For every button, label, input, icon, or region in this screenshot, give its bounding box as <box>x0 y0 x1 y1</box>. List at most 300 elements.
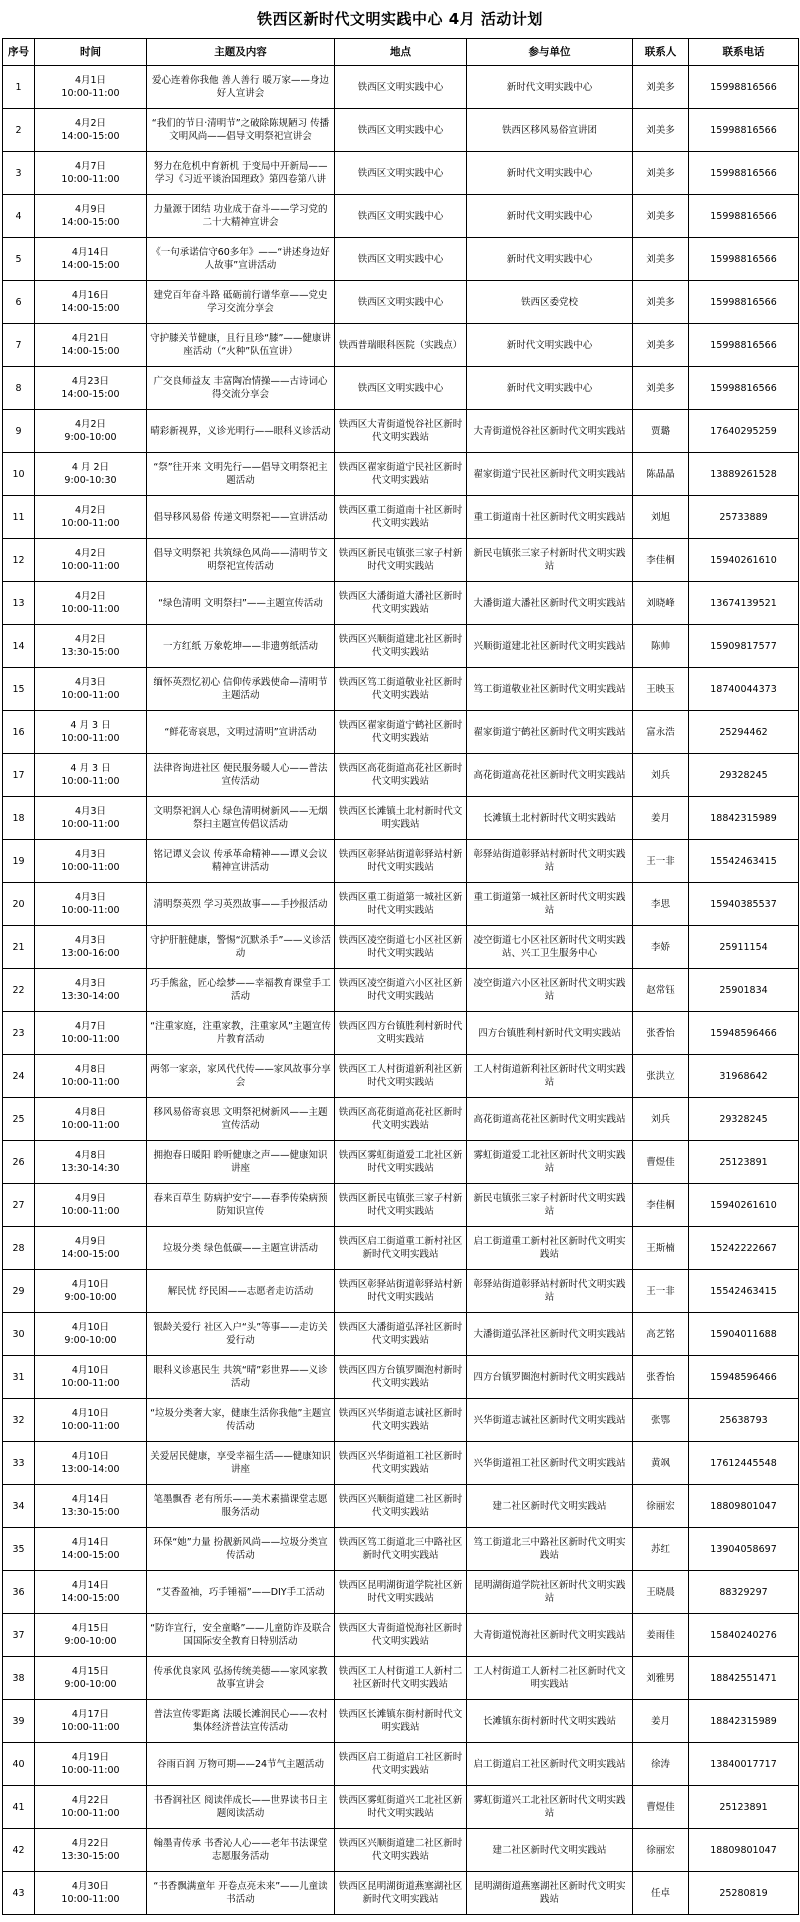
cell-participant: 兴华街道志诚社区新时代文明实践站 <box>467 1399 633 1442</box>
cell-theme: 两邻一家亲，家风代代传——家风故事分享会 <box>147 1055 335 1098</box>
cell-time: 4月3日 10:00-11:00 <box>35 668 147 711</box>
cell-contact: 李娇 <box>633 926 689 969</box>
cell-index: 2 <box>3 109 35 152</box>
cell-location: 铁西区凌空街道六小区社区新时代文明实践站 <box>335 969 467 1012</box>
header-theme: 主题及内容 <box>147 39 335 66</box>
cell-contact: 刘美多 <box>633 367 689 410</box>
cell-contact: 陈帅 <box>633 625 689 668</box>
cell-contact: 徐丽宏 <box>633 1485 689 1528</box>
cell-time: 4月3日 13:30-14:00 <box>35 969 147 1012</box>
cell-location: 铁西区兴顺街道建二社区新时代文明实践站 <box>335 1829 467 1872</box>
cell-phone: 15542463415 <box>689 840 799 883</box>
cell-contact: 李佳桐 <box>633 1184 689 1227</box>
cell-participant: 翟家街道宁民社区新时代文明实践站 <box>467 453 633 496</box>
cell-phone: 15904011688 <box>689 1313 799 1356</box>
cell-index: 32 <box>3 1399 35 1442</box>
cell-phone: 18740044373 <box>689 668 799 711</box>
cell-location: 铁西区文明实践中心 <box>335 238 467 281</box>
cell-time: 4月2日 10:00-11:00 <box>35 496 147 539</box>
cell-location: 铁西区高花街道高花社区新时代文明实践站 <box>335 754 467 797</box>
cell-theme: “书香飘满童年 开卷点亮未来”——儿童读书活动 <box>147 1872 335 1915</box>
cell-index: 10 <box>3 453 35 496</box>
cell-time: 4月22日 13:30-15:00 <box>35 1829 147 1872</box>
cell-location: 铁西区工人村街道新利社区新时代文明实践站 <box>335 1055 467 1098</box>
table-row <box>3 195 799 238</box>
cell-phone: 25733889 <box>689 496 799 539</box>
cell-theme: 文明祭祀润人心 绿色清明树新风——无烟祭扫主题宣传倡议活动 <box>147 797 335 840</box>
cell-phone: 15998816566 <box>689 109 799 152</box>
table-row <box>3 1614 799 1657</box>
cell-time: 4月15日 9:00-10:00 <box>35 1657 147 1700</box>
cell-contact: 张洪立 <box>633 1055 689 1098</box>
cell-time: 4月9日 14:00-15:00 <box>35 1227 147 1270</box>
cell-contact: 陈晶晶 <box>633 453 689 496</box>
cell-index: 30 <box>3 1313 35 1356</box>
cell-theme: 守护膝关节健康，且行且珍“膝”——健康讲座活动（“火种”队伍宣讲） <box>147 324 335 367</box>
cell-theme: 银龄关爱行 社区入户“头”等事——走访关爱行动 <box>147 1313 335 1356</box>
cell-contact: 刘兵 <box>633 1098 689 1141</box>
cell-participant: 重工街道南十社区新时代文明实践站 <box>467 496 633 539</box>
cell-index: 3 <box>3 152 35 195</box>
cell-participant: 启工街道启工社区新时代文明实践站 <box>467 1743 633 1786</box>
cell-time: 4月3日 10:00-11:00 <box>35 840 147 883</box>
cell-theme: 倡导移风易俗 传递文明祭祀——宣讲活动 <box>147 496 335 539</box>
cell-index: 31 <box>3 1356 35 1399</box>
cell-participant: 彰驿站街道彰驿站村新时代文明实践站 <box>467 840 633 883</box>
cell-location: 铁西区昆明湖街道燕塞湖社区新时代文明实践站 <box>335 1872 467 1915</box>
cell-participant: 高花街道高花社区新时代文明实践站 <box>467 1098 633 1141</box>
cell-phone: 25280819 <box>689 1872 799 1915</box>
header-location: 地点 <box>335 39 467 66</box>
cell-theme: 拥抱春日暖阳 聆听健康之声——健康知识讲座 <box>147 1141 335 1184</box>
cell-time: 4月9日 14:00-15:00 <box>35 195 147 238</box>
cell-time: 4月19日 10:00-11:00 <box>35 1743 147 1786</box>
cell-location: 铁西区启工街道启工社区新时代文明实践站 <box>335 1743 467 1786</box>
cell-time: 4月2日 13:30-15:00 <box>35 625 147 668</box>
cell-time: 4月23日 14:00-15:00 <box>35 367 147 410</box>
cell-contact: 刘美多 <box>633 238 689 281</box>
cell-theme: 笔墨飘香 老有所乐——美术素描课堂志愿服务活动 <box>147 1485 335 1528</box>
table-row <box>3 711 799 754</box>
cell-index: 34 <box>3 1485 35 1528</box>
table-row <box>3 1485 799 1528</box>
cell-theme: 力量源于团结 功业成于奋斗——学习党的二十大精神宣讲会 <box>147 195 335 238</box>
cell-theme: 传承优良家风 弘扬传统美德——家风家教故事宣讲会 <box>147 1657 335 1700</box>
cell-theme: “垃圾分类奢大家，健康生活你我他”主题宣传活动 <box>147 1399 335 1442</box>
cell-theme: “我们的节日·清明节”之破除陈规陋习 传播文明风尚——倡导文明祭祀宣讲会 <box>147 109 335 152</box>
cell-phone: 25911154 <box>689 926 799 969</box>
cell-phone: 31968642 <box>689 1055 799 1098</box>
cell-contact: 任卓 <box>633 1872 689 1915</box>
cell-theme: 移风易俗寄哀思 文明祭祀树新风——主题宣传活动 <box>147 1098 335 1141</box>
cell-theme: “注重家庭，注重家教，注重家风”主题宣传片教育活动 <box>147 1012 335 1055</box>
table-row <box>3 1829 799 1872</box>
cell-phone: 13674139521 <box>689 582 799 625</box>
cell-index: 35 <box>3 1528 35 1571</box>
cell-participant: 大青街道悦谷社区新时代文明实践站 <box>467 410 633 453</box>
cell-index: 42 <box>3 1829 35 1872</box>
cell-phone: 15998816566 <box>689 195 799 238</box>
table-row <box>3 668 799 711</box>
cell-phone: 15542463415 <box>689 1270 799 1313</box>
cell-phone: 13889261528 <box>689 453 799 496</box>
cell-contact: 刘美多 <box>633 324 689 367</box>
cell-participant: 雾虹街道兴工北社区新时代文明实践站 <box>467 1786 633 1829</box>
cell-contact: 富永浩 <box>633 711 689 754</box>
cell-phone: 18842551471 <box>689 1657 799 1700</box>
cell-participant: 凌空街道六小区社区新时代文明实践站 <box>467 969 633 1012</box>
cell-phone: 25901834 <box>689 969 799 1012</box>
cell-theme: 翰墨青传承 书香沁人心——老年书法课堂志愿服务活动 <box>147 1829 335 1872</box>
cell-participant: 新民屯镇张三家子村新时代文明实践站 <box>467 539 633 582</box>
cell-index: 40 <box>3 1743 35 1786</box>
cell-index: 29 <box>3 1270 35 1313</box>
cell-participant: 兴华街道祖工社区新时代文明实践站 <box>467 1442 633 1485</box>
cell-index: 13 <box>3 582 35 625</box>
table-row <box>3 883 799 926</box>
cell-theme: “艾香盈袖，巧手锤福”——DIY手工活动 <box>147 1571 335 1614</box>
cell-location: 铁西区笃工街道敬业社区新时代文明实践站 <box>335 668 467 711</box>
cell-phone: 15998816566 <box>689 238 799 281</box>
cell-participant: 大潘街道弘泽社区新时代文明实践站 <box>467 1313 633 1356</box>
table-row <box>3 1872 799 1915</box>
cell-time: 4月8日 10:00-11:00 <box>35 1055 147 1098</box>
cell-participant: 新时代文明实践中心 <box>467 66 633 109</box>
table-row <box>3 1012 799 1055</box>
cell-time: 4月10日 9:00-10:00 <box>35 1270 147 1313</box>
cell-theme: 垃圾分类 绿色低碳——主题宣讲活动 <box>147 1227 335 1270</box>
table-row <box>3 1141 799 1184</box>
table-row <box>3 1528 799 1571</box>
cell-index: 11 <box>3 496 35 539</box>
cell-theme: 法律咨询进社区 便民服务暖人心——普法宣传活动 <box>147 754 335 797</box>
cell-index: 7 <box>3 324 35 367</box>
cell-contact: 刘美多 <box>633 281 689 324</box>
cell-location: 铁西区笃工街道北三中路社区新时代文明实践站 <box>335 1528 467 1571</box>
cell-index: 20 <box>3 883 35 926</box>
cell-time: 4月3日 13:00-16:00 <box>35 926 147 969</box>
cell-index: 12 <box>3 539 35 582</box>
table-row <box>3 1055 799 1098</box>
cell-theme: 建党百年奋斗路 砥砺前行谱华章——党史学习交流分享会 <box>147 281 335 324</box>
cell-theme: 广交良师益友 丰富陶冶情操——古诗词心得交流分享会 <box>147 367 335 410</box>
cell-location: 铁西区大潘街道弘泽社区新时代文明实践站 <box>335 1313 467 1356</box>
cell-participant: 新时代文明实践中心 <box>467 367 633 410</box>
cell-location: 铁西区文明实践中心 <box>335 195 467 238</box>
cell-theme: 环保“她”力量 扮靓新风尚——垃圾分类宣传活动 <box>147 1528 335 1571</box>
cell-theme: “防诈宣行，安全童略”——儿童防诈及联合国国际安全教育日特别活动 <box>147 1614 335 1657</box>
cell-location: 铁西区文明实践中心 <box>335 152 467 195</box>
table-row <box>3 754 799 797</box>
cell-time: 4月17日 10:00-11:00 <box>35 1700 147 1743</box>
cell-contact: 刘兵 <box>633 754 689 797</box>
cell-time: 4月14日 13:30-15:00 <box>35 1485 147 1528</box>
cell-contact: 赵常钰 <box>633 969 689 1012</box>
cell-contact: 曹煜佳 <box>633 1141 689 1184</box>
table-row <box>3 1743 799 1786</box>
cell-time: 4月30日 10:00-11:00 <box>35 1872 147 1915</box>
table-row <box>3 797 799 840</box>
cell-index: 28 <box>3 1227 35 1270</box>
cell-participant: 长滩镇土北村新时代文明实践站 <box>467 797 633 840</box>
header-time: 时间 <box>35 39 147 66</box>
cell-time: 4月7日 10:00-11:00 <box>35 152 147 195</box>
cell-contact: 苏红 <box>633 1528 689 1571</box>
cell-index: 39 <box>3 1700 35 1743</box>
cell-time: 4月7日 10:00-11:00 <box>35 1012 147 1055</box>
cell-contact: 徐涛 <box>633 1743 689 1786</box>
cell-index: 8 <box>3 367 35 410</box>
cell-theme: “绿色清明 文明祭扫”——主题宣传活动 <box>147 582 335 625</box>
header-participant: 参与单位 <box>467 39 633 66</box>
cell-phone: 15940261610 <box>689 539 799 582</box>
cell-contact: 刘雅男 <box>633 1657 689 1700</box>
cell-participant: 昆明湖街道学院社区新时代文明实践站 <box>467 1571 633 1614</box>
cell-location: 铁西区雾虹街道兴工北社区新时代文明实践站 <box>335 1786 467 1829</box>
cell-participant: 雾虹街道爱工北社区新时代文明实践站 <box>467 1141 633 1184</box>
cell-location: 铁西区翟家街道宁鹤社区新时代文明实践站 <box>335 711 467 754</box>
table-row <box>3 969 799 1012</box>
cell-index: 36 <box>3 1571 35 1614</box>
cell-contact: 张香怡 <box>633 1356 689 1399</box>
cell-contact: 姜月 <box>633 797 689 840</box>
cell-theme: 关爱居民健康，享受幸福生活——健康知识讲座 <box>147 1442 335 1485</box>
cell-contact: 贾璐 <box>633 410 689 453</box>
cell-location: 铁西区文明实践中心 <box>335 281 467 324</box>
cell-index: 4 <box>3 195 35 238</box>
cell-location: 铁西区兴华街道祖工社区新时代文明实践站 <box>335 1442 467 1485</box>
table-row <box>3 582 799 625</box>
table-row <box>3 281 799 324</box>
cell-contact: 姜月 <box>633 1700 689 1743</box>
cell-index: 38 <box>3 1657 35 1700</box>
cell-participant: 长滩镇东街村新时代文明实践站 <box>467 1700 633 1743</box>
cell-phone: 25123891 <box>689 1786 799 1829</box>
cell-phone: 18809801047 <box>689 1829 799 1872</box>
cell-contact: 高艺铭 <box>633 1313 689 1356</box>
cell-time: 4月8日 10:00-11:00 <box>35 1098 147 1141</box>
cell-index: 5 <box>3 238 35 281</box>
cell-time: 4月2日 9:00-10:00 <box>35 410 147 453</box>
cell-phone: 15948596466 <box>689 1012 799 1055</box>
page-title: 铁西区新时代文明实践中心 4月 活动计划 <box>257 10 543 28</box>
cell-participant: 昆明湖街道燕塞湖社区新时代文明实践站 <box>467 1872 633 1915</box>
cell-index: 19 <box>3 840 35 883</box>
cell-participant: 新民屯镇张三家子村新时代文明实践站 <box>467 1184 633 1227</box>
cell-contact: 王斯楠 <box>633 1227 689 1270</box>
cell-participant: 四方台镇罗圈泡村新时代文明实践站 <box>467 1356 633 1399</box>
table-row <box>3 625 799 668</box>
cell-location: 铁西区文明实践中心 <box>335 109 467 152</box>
cell-index: 43 <box>3 1872 35 1915</box>
cell-location: 铁西区雾虹街道爱工北社区新时代文明实践站 <box>335 1141 467 1184</box>
table-row <box>3 367 799 410</box>
cell-index: 14 <box>3 625 35 668</box>
cell-phone: 17640295259 <box>689 410 799 453</box>
header-index: 序号 <box>3 39 35 66</box>
cell-contact: 刘美多 <box>633 152 689 195</box>
cell-participant: 新时代文明实践中心 <box>467 324 633 367</box>
cell-phone: 18842315989 <box>689 1700 799 1743</box>
cell-theme: 解民忧 纾民困——志愿者走访活动 <box>147 1270 335 1313</box>
cell-contact: 王晓晨 <box>633 1571 689 1614</box>
cell-time: 4月1日 10:00-11:00 <box>35 66 147 109</box>
table-row <box>3 496 799 539</box>
cell-theme: 铭记谭义会议 传承革命精神——谭义会议精神宣讲活动 <box>147 840 335 883</box>
cell-phone: 25123891 <box>689 1141 799 1184</box>
cell-phone: 18842315989 <box>689 797 799 840</box>
table-row <box>3 324 799 367</box>
cell-participant: 工人村街道新利社区新时代文明实践站 <box>467 1055 633 1098</box>
cell-index: 23 <box>3 1012 35 1055</box>
cell-index: 22 <box>3 969 35 1012</box>
cell-phone: 17612445548 <box>689 1442 799 1485</box>
cell-participant: 翟家街道宁鹤社区新时代文明实践站 <box>467 711 633 754</box>
cell-time: 4月2日 14:00-15:00 <box>35 109 147 152</box>
cell-location: 铁西区新民屯镇张三家子村新时代文明实践站 <box>335 539 467 582</box>
table-row <box>3 926 799 969</box>
cell-theme: “祭”往开来 文明先行——倡导文明祭祀主题活动 <box>147 453 335 496</box>
cell-phone: 88329297 <box>689 1571 799 1614</box>
table-row <box>3 1700 799 1743</box>
cell-location: 铁西区长滩镇东街村新时代文明实践站 <box>335 1700 467 1743</box>
cell-phone: 13840017717 <box>689 1743 799 1786</box>
cell-index: 41 <box>3 1786 35 1829</box>
cell-location: 铁西区凌空街道七小区社区新时代文明实践站 <box>335 926 467 969</box>
cell-location: 铁西区昆明湖街道学院社区新时代文明实践站 <box>335 1571 467 1614</box>
table-row <box>3 1657 799 1700</box>
cell-contact: 刘美多 <box>633 109 689 152</box>
cell-time: 4月2日 10:00-11:00 <box>35 582 147 625</box>
cell-location: 铁西区文明实践中心 <box>335 367 467 410</box>
cell-phone: 15948596466 <box>689 1356 799 1399</box>
cell-location: 铁西区翟家街道宁民社区新时代文明实践站 <box>335 453 467 496</box>
cell-theme: 普法宣传零距离 法暖长滩润民心——农村集体经济普法宣传活动 <box>147 1700 335 1743</box>
cell-phone: 15998816566 <box>689 324 799 367</box>
table-body <box>3 66 799 1915</box>
cell-location: 铁西区新民屯镇张三家子村新时代文明实践站 <box>335 1184 467 1227</box>
cell-index: 25 <box>3 1098 35 1141</box>
cell-phone: 15909817577 <box>689 625 799 668</box>
cell-location: 铁西区四方台镇胜利村新时代文明实践站 <box>335 1012 467 1055</box>
cell-phone: 29328245 <box>689 754 799 797</box>
table-row <box>3 410 799 453</box>
cell-time: 4月16日 14:00-15:00 <box>35 281 147 324</box>
cell-phone: 15940261610 <box>689 1184 799 1227</box>
cell-participant: 笃工街道敬业社区新时代文明实践站 <box>467 668 633 711</box>
cell-index: 15 <box>3 668 35 711</box>
cell-index: 27 <box>3 1184 35 1227</box>
cell-time: 4月10日 9:00-10:00 <box>35 1313 147 1356</box>
cell-participant: 凌空街道七小区社区新时代文明实践站、兴工卫生服务中心 <box>467 926 633 969</box>
cell-participant: 笃工街道北三中路社区新时代文明实践站 <box>467 1528 633 1571</box>
cell-theme: 守护肝脏健康，警惕“沉默杀手”——义诊活动 <box>147 926 335 969</box>
table-row <box>3 238 799 281</box>
cell-index: 33 <box>3 1442 35 1485</box>
table-header-row <box>3 39 799 66</box>
cell-participant: 新时代文明实践中心 <box>467 152 633 195</box>
table-row <box>3 840 799 883</box>
cell-index: 6 <box>3 281 35 324</box>
cell-theme: 谷雨百润 万物可期——24节气主题活动 <box>147 1743 335 1786</box>
cell-location: 铁西区大潘街道大潘社区新时代文明实践站 <box>335 582 467 625</box>
cell-participant: 高花街道高花社区新时代文明实践站 <box>467 754 633 797</box>
cell-theme: 晴彩新视界，义诊光明行——眼科义诊活动 <box>147 410 335 453</box>
cell-time: 4 月 3 日 10:00-11:00 <box>35 754 147 797</box>
table-row <box>3 1399 799 1442</box>
cell-contact: 姜雨佳 <box>633 1614 689 1657</box>
cell-participant: 四方台镇胜利村新时代文明实践站 <box>467 1012 633 1055</box>
cell-theme: 倡导文明祭祀 共筑绿色风尚——清明节文明祭祀宣传活动 <box>147 539 335 582</box>
cell-index: 37 <box>3 1614 35 1657</box>
cell-contact: 王一非 <box>633 1270 689 1313</box>
cell-time: 4月3日 10:00-11:00 <box>35 883 147 926</box>
table-row <box>3 152 799 195</box>
cell-location: 铁西区重工街道第一城社区新时代文明实践站 <box>335 883 467 926</box>
cell-time: 4月14日 14:00-15:00 <box>35 1571 147 1614</box>
table-row <box>3 539 799 582</box>
cell-participant: 工人村街道工人新村二社区新时代文明实践站 <box>467 1657 633 1700</box>
cell-phone: 15940385537 <box>689 883 799 926</box>
cell-location: 铁西区文明实践中心 <box>335 66 467 109</box>
cell-contact: 徐丽宏 <box>633 1829 689 1872</box>
cell-theme: 书香润社区 阅读伴成长——世界读书日主题阅读活动 <box>147 1786 335 1829</box>
table-row <box>3 1356 799 1399</box>
cell-time: 4 月 2日 9:00-10:30 <box>35 453 147 496</box>
cell-contact: 李佳桐 <box>633 539 689 582</box>
cell-theme: 巧手熊盆，匠心绘梦——幸福教育课堂手工活动 <box>147 969 335 1012</box>
cell-location: 铁西区兴顺街道建二社区新时代文明实践站 <box>335 1485 467 1528</box>
table-row <box>3 1442 799 1485</box>
cell-theme: 一方红纸 万象乾坤——非遗剪纸活动 <box>147 625 335 668</box>
cell-participant: 铁西区移风易俗宣讲团 <box>467 109 633 152</box>
cell-theme: “鲜花寄哀思，文明过清明”宣讲活动 <box>147 711 335 754</box>
cell-contact: 李思 <box>633 883 689 926</box>
cell-time: 4月3日 10:00-11:00 <box>35 797 147 840</box>
cell-contact: 刘旭 <box>633 496 689 539</box>
cell-contact: 曹煜佳 <box>633 1786 689 1829</box>
cell-time: 4月8日 13:30-14:30 <box>35 1141 147 1184</box>
cell-phone: 15998816566 <box>689 66 799 109</box>
cell-time: 4月21日 14:00-15:00 <box>35 324 147 367</box>
cell-phone: 18809801047 <box>689 1485 799 1528</box>
cell-location: 铁西区工人村街道工人新村二社区新时代文明实践站 <box>335 1657 467 1700</box>
cell-phone: 15998816566 <box>689 281 799 324</box>
cell-location: 铁西区重工街道南十社区新时代文明实践站 <box>335 496 467 539</box>
cell-participant: 新时代文明实践中心 <box>467 195 633 238</box>
table-row <box>3 1313 799 1356</box>
table-row <box>3 453 799 496</box>
cell-contact: 刘晓峰 <box>633 582 689 625</box>
cell-index: 21 <box>3 926 35 969</box>
cell-phone: 15998816566 <box>689 367 799 410</box>
cell-time: 4月22日 10:00-11:00 <box>35 1786 147 1829</box>
cell-time: 4月15日 9:00-10:00 <box>35 1614 147 1657</box>
cell-location: 铁西区长滩镇土北村新时代文明实践站 <box>335 797 467 840</box>
table-row <box>3 1786 799 1829</box>
cell-contact: 张鄂 <box>633 1399 689 1442</box>
cell-index: 24 <box>3 1055 35 1098</box>
cell-phone: 25294462 <box>689 711 799 754</box>
cell-location: 铁西区彰驿站街道彰驿站村新时代文明实践站 <box>335 840 467 883</box>
cell-phone: 13904058697 <box>689 1528 799 1571</box>
cell-location: 铁西区大青街道悦海社区新时代文明实践站 <box>335 1614 467 1657</box>
cell-participant: 大潘街道大潘社区新时代文明实践站 <box>467 582 633 625</box>
cell-theme: 《一句承诺信守60多年》——“讲述身边好人故事”宣讲活动 <box>147 238 335 281</box>
cell-theme: 清明祭英烈 学习英烈故事——手抄报活动 <box>147 883 335 926</box>
header-phone: 联系电话 <box>689 39 799 66</box>
cell-phone: 15840240276 <box>689 1614 799 1657</box>
